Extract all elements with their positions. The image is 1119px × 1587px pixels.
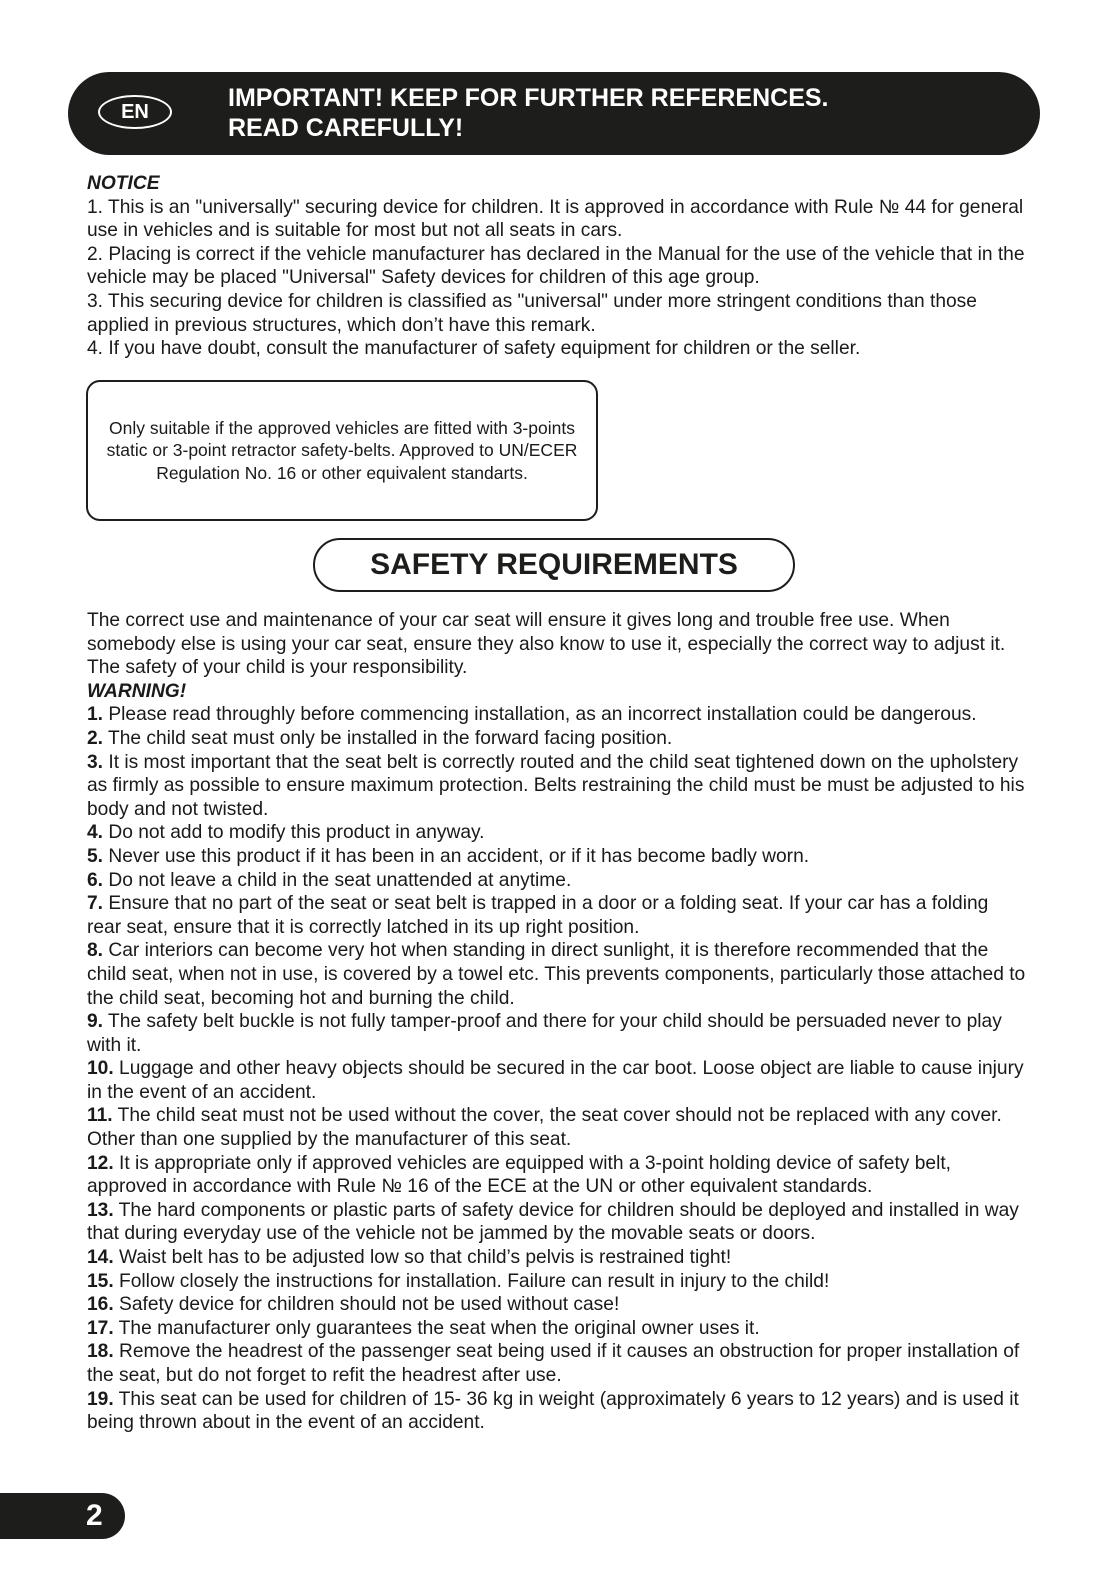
warning-item-number: 18. <box>87 1341 114 1363</box>
warning-item-text: Do not add to modify this product in anyway. <box>108 822 485 844</box>
warning-item-text: The safety belt buckle is not fully tamper-proof and there for your child should be persuaded never to play with it. <box>87 1011 1002 1056</box>
warning-item-text: The child seat must only be installed in the forward facing position. <box>108 727 673 749</box>
warning-item <box>87 1317 1027 1341</box>
warning-item-number: 9. <box>87 1011 104 1033</box>
language-badge: EN <box>98 95 172 129</box>
warning-item <box>87 1388 1027 1435</box>
warning-item-text: Remove the headrest of the passenger seat being used if it causes an obstruction for proper installation of the seat, but do not forget to refit the headrest after use. <box>87 1341 1020 1386</box>
warning-item <box>87 1010 1027 1057</box>
warning-item <box>87 1057 1027 1104</box>
warning-item-number: 14. <box>87 1247 114 1269</box>
notice-item: 2. Placing is correct if the vehicle manufacturer has declared in the Manual for the use of the vehicle that in the vehicle may be placed "Universal" Safety devices for children of this age group. <box>87 243 1025 289</box>
notice-item: 4. If you have doubt, consult the manufacturer of safety equipment for children or the seller. <box>87 338 861 360</box>
warning-item-number: 2. <box>87 727 104 749</box>
safety-requirements-title: SAFETY REQUIREMENTS <box>313 538 795 592</box>
notice-section <box>87 172 1027 361</box>
safety-intro: The correct use and maintenance of your car seat will ensure it gives long and trouble free use. When somebody else is using your car seat, ensure they also know to use it, especially the correct way to adjust it. The safety of your child is your responsibility. <box>87 610 1006 679</box>
header-title <box>228 83 829 143</box>
warning-item-number: 10. <box>87 1058 114 1080</box>
warning-item-number: 3. <box>87 751 104 773</box>
warning-item-text: It is most important that the seat belt is correctly routed and the child seat tightened down on the upholstery as firmly as possible to ensure maximum protection. Belts restraining the child must be must be adjusted to his body and not twisted. <box>87 751 1025 820</box>
notice-item: 3. This securing device for children is classified as "universal" under more stringent conditions than those applied in previous structures, which don’t have this remark. <box>87 290 977 336</box>
warning-item <box>87 869 1027 893</box>
warning-item <box>87 703 1027 727</box>
suitability-text: Only suitable if the approved vehicles are fitted with 3-points static or 3-point retractor safety-belts. Approved to UN/ECER Regulation No. 16 or other equivalent standarts. <box>106 417 578 483</box>
warning-item <box>87 1270 1027 1294</box>
warning-item-text: The manufacturer only guarantees the seat when the original owner uses it. <box>118 1317 760 1339</box>
warning-item-text: Do not leave a child in the seat unattended at anytime. <box>108 869 572 891</box>
warning-item-number: 16. <box>87 1294 114 1316</box>
warning-item <box>87 751 1027 822</box>
header-title-line2: READ CAREFULLY! <box>228 114 464 142</box>
warning-item-number: 5. <box>87 845 104 867</box>
warning-item-text: Car interiors can become very hot when standing in direct sunlight, it is therefore recommended that the child seat, when not in use, is covered by a towel etc. This prevents components, particularly those attached to the child seat, becoming hot and burning the child. <box>87 940 1026 1009</box>
warning-item <box>87 727 1027 751</box>
warning-item-number: 4. <box>87 822 104 844</box>
warning-item <box>87 845 1027 869</box>
warning-item-text: Waist belt has to be adjusted low so that child’s pelvis is restrained tight! <box>119 1247 732 1269</box>
notice-label: NOTICE <box>87 173 160 194</box>
warning-item-text: Please read throughly before commencing installation, as an incorrect installation could be dangerous. <box>108 704 977 726</box>
warning-item-text: Safety device for children should not be used without case! <box>119 1294 620 1316</box>
warning-item-text: Never use this product if it has been in an accident, or if it has become badly worn. <box>108 845 810 867</box>
warning-item-text: Luggage and other heavy objects should be secured in the car boot. Loose object are liable to cause injury in the event of an accident. <box>87 1058 1024 1103</box>
warning-item <box>87 1246 1027 1270</box>
warning-item-text: This seat can be used for children of 15- 36 kg in weight (approximately 6 years to 12 years) and is used it being thrown about in the event of an accident. <box>87 1388 1019 1434</box>
warning-item <box>87 892 1027 939</box>
warning-item-text: Follow closely the instructions for installation. Failure can result in injury to the child! <box>119 1270 830 1292</box>
warning-item-text: It is appropriate only if approved vehicles are equipped with a 3-point holding device of safety belt, approved in accordance with Rule № 16 of the ECE at the UN or other equivalent standards. <box>87 1152 951 1198</box>
warning-item <box>87 939 1027 1010</box>
warning-item-number: 17. <box>87 1317 114 1339</box>
warning-item <box>87 1199 1027 1246</box>
warning-item-number: 8. <box>87 940 104 962</box>
warning-item-number: 12. <box>87 1152 114 1174</box>
warning-label: WARNING! <box>87 680 187 702</box>
warning-item-text: The child seat must not be used without the cover, the seat cover should not be replaced with any cover. Other than one supplied by the manufacturer of this seat. <box>87 1105 1002 1151</box>
warning-list <box>87 703 1027 1434</box>
warning-item <box>87 1293 1027 1317</box>
safety-section <box>87 609 1027 1435</box>
header-banner <box>68 72 1040 155</box>
page-number: 2 <box>0 1493 125 1539</box>
warning-item-text: Ensure that no part of the seat or seat belt is trapped in a door or a folding seat. If your car has a folding rear seat, ensure that it is correctly latched in its up right position. <box>87 893 989 938</box>
warning-item <box>87 821 1027 845</box>
notice-item: 1. This is an "universally" securing device for children. It is approved in accordance with Rule № 44 for general use in vehicles and is suitable for most but not all seats in cars. <box>87 196 1024 242</box>
warning-item-number: 15. <box>87 1270 114 1292</box>
warning-item <box>87 1152 1027 1199</box>
warning-item-number: 6. <box>87 869 104 891</box>
warning-item-number: 7. <box>87 893 104 915</box>
header-title-line1: IMPORTANT! KEEP FOR FURTHER REFERENCES. <box>228 84 829 112</box>
warning-item-number: 13. <box>87 1199 114 1221</box>
warning-item-number: 11. <box>87 1105 113 1127</box>
warning-item-text: The hard components or plastic parts of safety device for children should be deployed and installed in way that during everyday use of the vehicle not be jammed by the movable seats or doors. <box>87 1199 1019 1245</box>
suitability-box <box>86 380 598 521</box>
warning-item <box>87 1104 1027 1151</box>
warning-item-number: 1. <box>87 704 104 726</box>
warning-item <box>87 1340 1027 1387</box>
warning-item-number: 19. <box>87 1388 114 1410</box>
